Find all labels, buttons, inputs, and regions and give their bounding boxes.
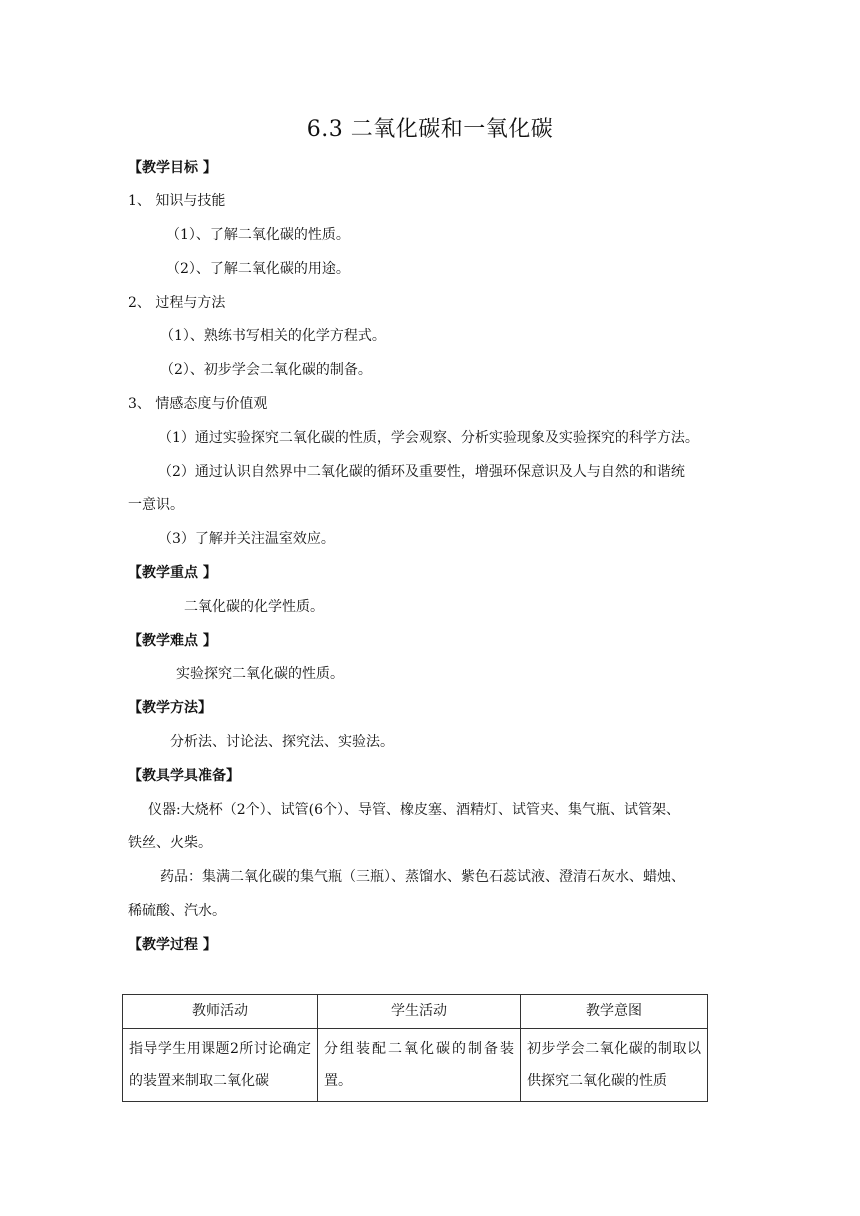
column-header: 教师活动 [123, 995, 318, 1029]
objective-3-sub-3: （3）了解并关注温室效应。 [158, 531, 335, 547]
teaching-intent-cell: 初步学会二氧化碳的制取以供探究二氧化碳的性质 [521, 1029, 708, 1102]
materials-header: 【教具学具准备】 [128, 768, 240, 784]
objective-1-sub-2: （2）、了解二氧化碳的用途。 [166, 261, 350, 277]
objective-3-sub-1: （1）通过实验探究二氧化碳的性质，学会观察、分析实验现象及实验探究的科学方法。 [158, 430, 699, 446]
column-header: 教学意图 [521, 995, 708, 1029]
process-header: 【教学过程 】 [128, 937, 217, 953]
reagents-line-1: 药品：集满二氧化碳的集气瓶（三瓶）、蒸馏水、紫色石蕊试液、澄清石灰水、蜡烛、 [160, 869, 685, 885]
objective-3-sub-2: （2）通过认识自然界中二氧化碳的循环及重要性，增强环保意识及人与自然的和谐统 [158, 464, 685, 480]
process-table [122, 994, 708, 1102]
key-point-text: 二氧化碳的化学性质。 [184, 599, 324, 615]
table-header-row [123, 995, 708, 1029]
teacher-activity-cell: 指导学生用课题2所讨论确定的装置来制取二氧化碳 [123, 1029, 318, 1102]
objective-2-sub-2: （2）、初步学会二氧化碳的制备。 [160, 362, 372, 378]
difficulty-text: 实验探究二氧化碳的性质。 [176, 666, 344, 682]
difficulty-header: 【教学难点 】 [128, 633, 217, 649]
reagents-line-2: 稀硫酸、汽水。 [128, 903, 226, 919]
method-text: 分析法、讨论法、探究法、实验法。 [170, 734, 394, 750]
page-title: 6.3 二氧化碳和一氧化碳 [306, 117, 554, 142]
objective-3-sub-2-cont: 一意识。 [128, 497, 184, 513]
key-point-header: 【教学重点 】 [128, 565, 217, 581]
student-activity-cell: 分组装配二氧化碳的制备装置。 [318, 1029, 521, 1102]
objective-2-sub-1: （1）、熟练书写相关的化学方程式。 [160, 328, 386, 344]
objective-3-label: 3、 情感态度与价值观 [128, 396, 268, 412]
instruments-line-1: 仪器:大烧杯（2个）、试管(6个）、导管、橡皮塞、酒精灯、试管夹、集气瓶、试管架、 [148, 802, 680, 818]
objective-2-label: 2、 过程与方法 [128, 295, 226, 311]
objective-1-sub-1: （1）、了解二氧化碳的性质。 [166, 227, 350, 243]
instruments-line-2: 铁丝、火柴。 [128, 835, 212, 851]
table-row [123, 1029, 708, 1102]
objective-1-label: 1、 知识与技能 [128, 193, 226, 209]
objectives-header: 【教学目标 】 [128, 160, 217, 176]
column-header: 学生活动 [318, 995, 521, 1029]
method-header: 【教学方法】 [128, 700, 212, 716]
